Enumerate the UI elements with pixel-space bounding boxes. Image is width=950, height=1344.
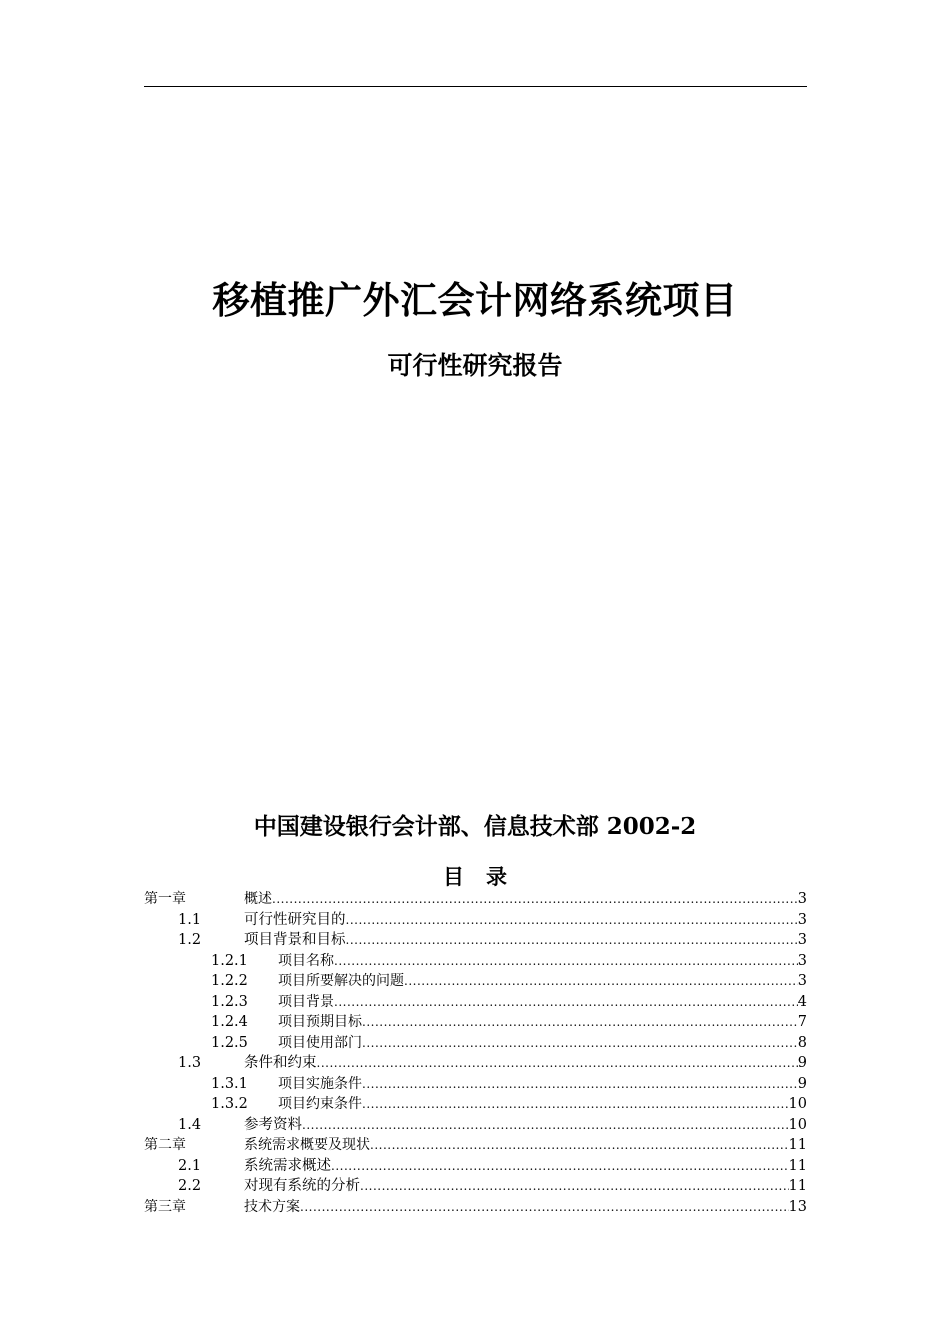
toc-heading: 目录 [443, 865, 529, 889]
toc-entry-page: 7 [797, 1014, 807, 1030]
toc-entry-label: 参考资料 [244, 1115, 302, 1136]
toc-entry-label: 项目名称 [278, 951, 334, 972]
toc-entry-label: 项目实施条件 [278, 1074, 362, 1095]
toc-entry-line [278, 1033, 807, 1054]
toc-entry-number: 1.2.3 [211, 993, 248, 1010]
toc-entry[interactable] [144, 1012, 807, 1033]
toc-entry-page: 11 [788, 1157, 807, 1174]
toc-leader-dots [302, 1115, 789, 1136]
toc-entry-number: 1.2.1 [211, 952, 248, 969]
toc-entry-page: 3 [797, 911, 807, 928]
toc-entry[interactable] [144, 889, 807, 910]
toc-entry-page: 10 [788, 1096, 807, 1112]
toc-entry-number: 1.2.5 [211, 1034, 248, 1051]
toc-leader-dots [362, 1012, 798, 1033]
toc-entry-line [244, 1115, 807, 1136]
toc-entry-label: 技术方案 [244, 1197, 300, 1218]
table-of-contents [144, 889, 807, 1217]
toc-entry-number: 1.2.2 [211, 973, 248, 989]
toc-entry-line [244, 889, 807, 910]
toc-entry[interactable] [144, 971, 807, 992]
toc-entry-number: 1.3.1 [211, 1075, 248, 1092]
toc-entry[interactable] [144, 1094, 807, 1115]
toc-leader-dots [346, 910, 798, 931]
toc-leader-dots [370, 1135, 789, 1156]
toc-leader-dots [272, 889, 798, 910]
toc-entry[interactable] [144, 1156, 807, 1177]
toc-entry-line [244, 910, 807, 931]
toc-entry-page: 9 [797, 1075, 807, 1092]
toc-entry-line [244, 1156, 807, 1177]
toc-leader-dots [331, 1156, 789, 1177]
toc-entry-page: 10 [788, 1116, 807, 1133]
toc-entry-line [278, 992, 807, 1013]
toc-entry-label: 项目使用部门 [278, 1033, 362, 1054]
toc-entry-line [244, 1135, 807, 1156]
toc-leader-dots [362, 1074, 798, 1095]
document-subtitle: 可行性研究报告 [387, 351, 563, 380]
toc-entry[interactable] [144, 1115, 807, 1136]
toc-entry-label: 项目所要解决的问题 [278, 971, 404, 992]
toc-entry-label: 概述 [244, 889, 272, 910]
toc-entry[interactable] [144, 992, 807, 1013]
toc-entry-number: 1.3 [178, 1055, 202, 1071]
toc-entry[interactable] [144, 951, 807, 972]
toc-entry-line [244, 1197, 807, 1218]
toc-entry-label: 系统需求概述 [244, 1156, 331, 1177]
toc-entry[interactable] [144, 1197, 807, 1218]
toc-leader-dots [404, 971, 798, 992]
toc-entry-line [244, 930, 807, 951]
toc-leader-dots [334, 951, 798, 972]
header-rule [144, 86, 807, 87]
toc-entry-line [278, 951, 807, 972]
toc-entry-page: 13 [788, 1198, 807, 1215]
toc-entry-line [244, 1053, 807, 1074]
toc-entry-number: 第三章 [144, 1198, 186, 1215]
toc-entry-number: 2.2 [178, 1178, 202, 1194]
toc-leader-dots [346, 930, 798, 951]
toc-entry-label: 条件和约束 [244, 1053, 317, 1074]
toc-entry[interactable] [144, 1135, 807, 1156]
toc-entry-number: 1.1 [178, 911, 202, 928]
toc-entry-line [278, 1074, 807, 1095]
toc-entry-number: 1.4 [178, 1116, 202, 1133]
toc-entry-number: 第一章 [144, 891, 186, 907]
toc-entry-number: 第二章 [144, 1137, 186, 1153]
toc-entry-label: 对现有系统的分析 [244, 1176, 360, 1197]
toc-entry[interactable] [144, 1176, 807, 1197]
toc-entry-label: 项目背景和目标 [244, 930, 346, 951]
toc-entry-number: 2.1 [178, 1157, 202, 1174]
toc-entry[interactable] [144, 1053, 807, 1074]
toc-entry-label: 项目预期目标 [278, 1012, 362, 1033]
toc-entry-label: 项目背景 [278, 992, 334, 1013]
organization-date: 中国建设银行会计部、信息技术部 2002-2 [253, 813, 697, 840]
toc-entry-page: 8 [797, 1034, 807, 1051]
toc-entry-line [278, 1012, 807, 1033]
toc-entry-page: 4 [797, 993, 807, 1010]
toc-entry[interactable] [144, 1074, 807, 1095]
toc-leader-dots [362, 1094, 789, 1115]
toc-entry-line [278, 1094, 807, 1115]
toc-entry-number: 1.2 [178, 932, 202, 948]
toc-leader-dots [362, 1033, 798, 1054]
toc-entry-line [278, 971, 807, 992]
toc-entry-number: 1.2.4 [211, 1014, 248, 1030]
toc-entry-label: 可行性研究目的 [244, 910, 346, 931]
toc-entry-page: 9 [797, 1055, 807, 1071]
toc-leader-dots [334, 992, 798, 1013]
toc-entry-page: 3 [797, 973, 807, 989]
toc-leader-dots [317, 1053, 798, 1074]
toc-entry-page: 11 [788, 1178, 807, 1194]
toc-leader-dots [300, 1197, 789, 1218]
toc-entry-page: 3 [797, 932, 807, 948]
toc-entry[interactable] [144, 930, 807, 951]
toc-entry-page: 3 [797, 952, 807, 969]
toc-entry[interactable] [144, 1033, 807, 1054]
toc-entry-page: 11 [788, 1137, 807, 1153]
toc-leader-dots [360, 1176, 789, 1197]
toc-entry[interactable] [144, 910, 807, 931]
toc-entry-line [244, 1176, 807, 1197]
toc-entry-label: 系统需求概要及现状 [244, 1135, 370, 1156]
document-title: 移植推广外汇会计网络系统项目 [212, 279, 738, 322]
toc-entry-label: 项目约束条件 [278, 1094, 362, 1115]
toc-entry-page: 3 [797, 891, 807, 907]
toc-entry-number: 1.3.2 [211, 1096, 248, 1112]
